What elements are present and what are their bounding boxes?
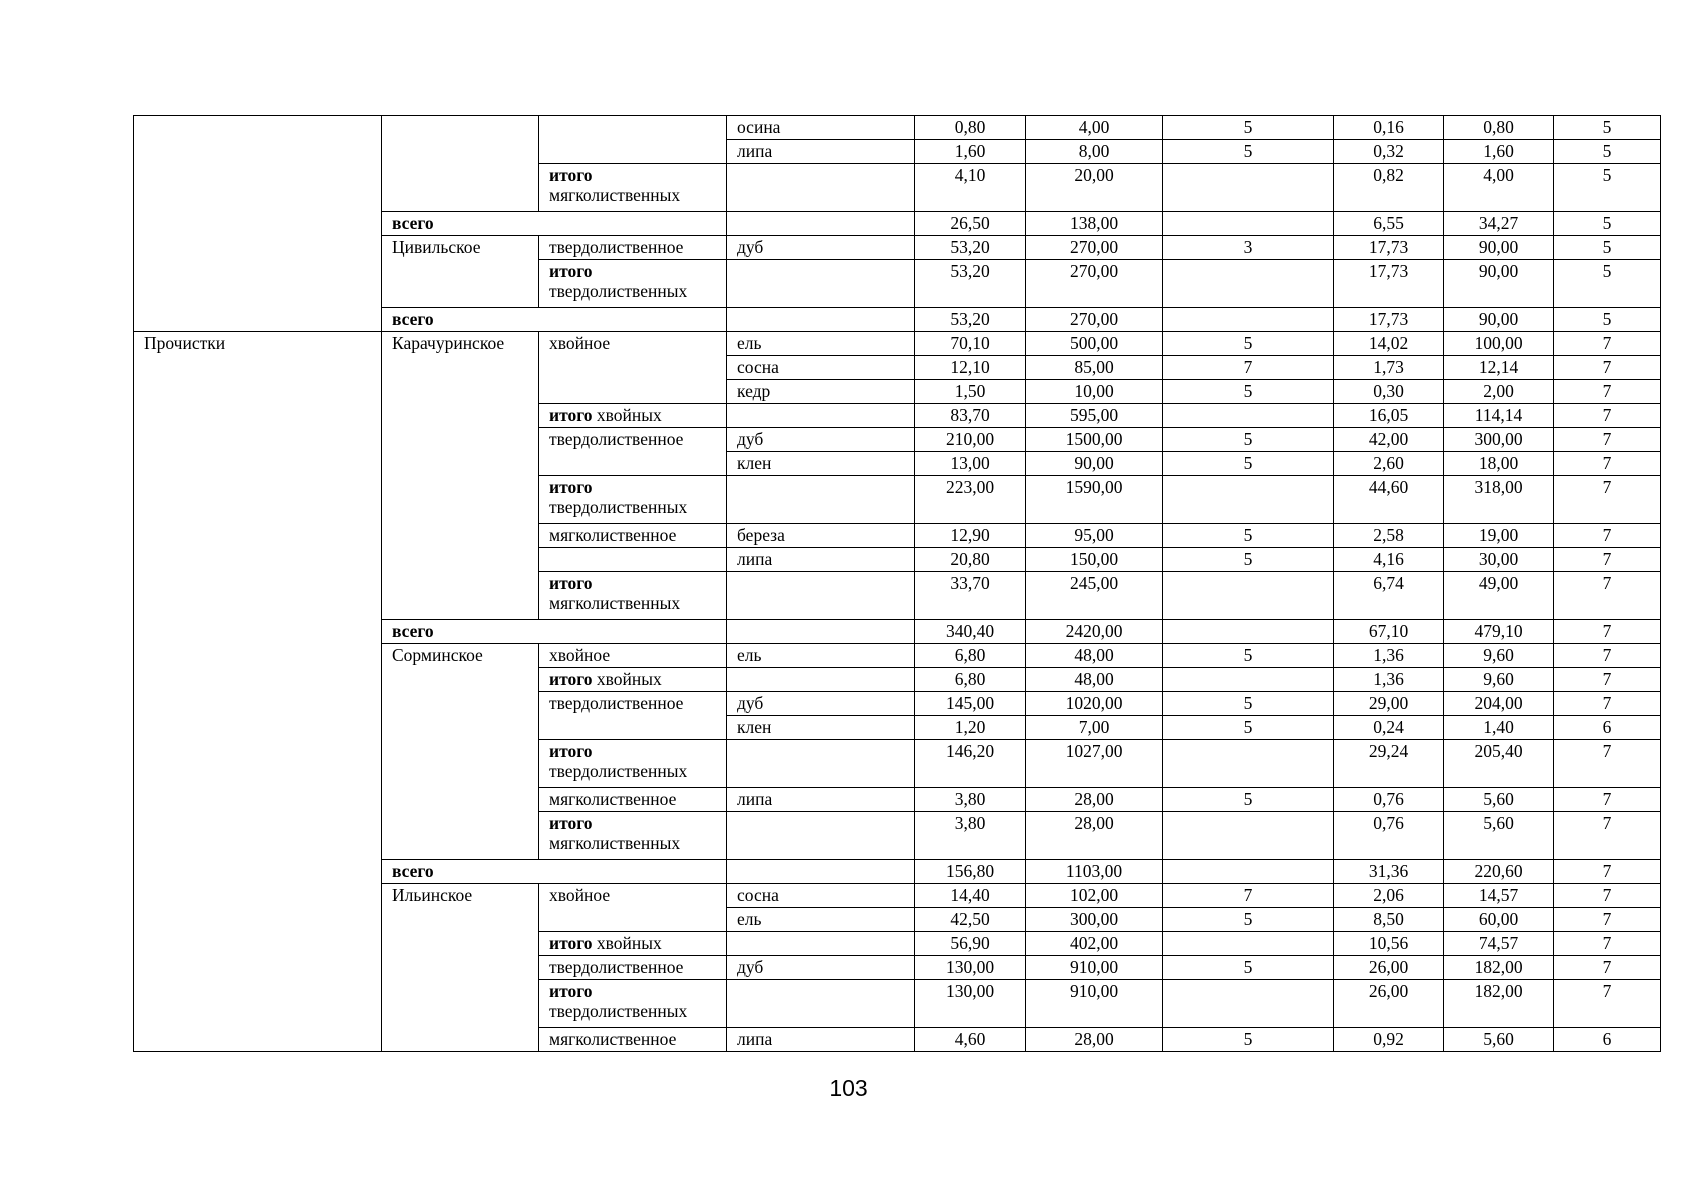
table-cell — [727, 668, 915, 692]
subtotal-keyword: итого — [549, 669, 593, 689]
table-cell: 53,20 — [915, 236, 1026, 260]
table-cell: 83,70 — [915, 404, 1026, 428]
table-cell: 12,10 — [915, 356, 1026, 380]
subtotal-keyword: итого — [549, 933, 593, 953]
table-cell: всего — [382, 620, 727, 644]
table-cell: 7 — [1554, 476, 1661, 524]
table-cell: 205,40 — [1444, 740, 1554, 788]
table-cell: осина — [727, 116, 915, 140]
table-cell: 44,60 — [1334, 476, 1444, 524]
table-cell: 6,80 — [915, 668, 1026, 692]
table-cell: 5 — [1554, 140, 1661, 164]
table-cell: 48,00 — [1026, 668, 1163, 692]
table-cell: 1,36 — [1334, 644, 1444, 668]
table-cell: Цивильское — [382, 236, 539, 308]
table-cell: дуб — [727, 956, 915, 980]
table-cell: 7 — [1554, 644, 1661, 668]
table-cell: 56,90 — [915, 932, 1026, 956]
table-cell: липа — [727, 788, 915, 812]
table-cell: 318,00 — [1444, 476, 1554, 524]
table-cell: ель — [727, 332, 915, 356]
table-cell: всего — [382, 308, 727, 332]
table-cell: 4,16 — [1334, 548, 1444, 572]
table-cell: 0,16 — [1334, 116, 1444, 140]
table-cell: 223,00 — [915, 476, 1026, 524]
table-cell — [539, 668, 727, 692]
forest-care-table — [133, 115, 1661, 1052]
table-cell: 270,00 — [1026, 260, 1163, 308]
table-cell: 479,10 — [1444, 620, 1554, 644]
table-cell: 7 — [1554, 380, 1661, 404]
table-cell: твердолиственное — [539, 956, 727, 980]
table-cell — [539, 740, 727, 788]
table-cell: 5 — [1163, 548, 1334, 572]
table-cell: 5 — [1163, 644, 1334, 668]
table-cell: 26,00 — [1334, 980, 1444, 1028]
table-cell: 28,00 — [1026, 1028, 1163, 1052]
table-cell: Ильинское — [382, 884, 539, 1052]
table-cell: 5 — [1163, 116, 1334, 140]
subtotal-keyword: итого — [549, 813, 593, 833]
table-cell: 3 — [1163, 236, 1334, 260]
table-cell: липа — [727, 1028, 915, 1052]
table-cell: 5,60 — [1444, 812, 1554, 860]
table-cell: всего — [382, 212, 727, 236]
subtotal-keyword: итого — [549, 477, 593, 497]
table-cell — [727, 572, 915, 620]
table-cell: мягколиственное — [539, 1028, 727, 1052]
table-cell: 7 — [1554, 524, 1661, 548]
table-cell — [1163, 932, 1334, 956]
table-cell — [727, 164, 915, 212]
table-cell: дуб — [727, 692, 915, 716]
table-cell: 5 — [1163, 788, 1334, 812]
table-cell: 10,00 — [1026, 380, 1163, 404]
table-cell: 7 — [1554, 452, 1661, 476]
table-cell: 8,50 — [1334, 908, 1444, 932]
table-cell: 500,00 — [1026, 332, 1163, 356]
table-cell: 1,36 — [1334, 668, 1444, 692]
table-cell: 5 — [1163, 1028, 1334, 1052]
table-cell: 90,00 — [1444, 308, 1554, 332]
table-cell: 910,00 — [1026, 956, 1163, 980]
subtotal-group: мягколиственных — [549, 185, 681, 205]
table-cell: 204,00 — [1444, 692, 1554, 716]
table-cell: 29,24 — [1334, 740, 1444, 788]
table-cell: всего — [382, 860, 727, 884]
subtotal-group: мягколиственных — [549, 593, 681, 613]
table-cell: 26,50 — [915, 212, 1026, 236]
table-cell: 3,80 — [915, 812, 1026, 860]
table-cell: 7 — [1163, 356, 1334, 380]
table-cell: 2420,00 — [1026, 620, 1163, 644]
subtotal-group: хвойных — [592, 405, 662, 425]
table-cell — [1163, 476, 1334, 524]
table-cell: 7 — [1554, 812, 1661, 860]
table-cell: 90,00 — [1444, 236, 1554, 260]
table-cell: 5 — [1163, 716, 1334, 740]
table-cell: 9,60 — [1444, 644, 1554, 668]
table-cell: 30,00 — [1444, 548, 1554, 572]
table-cell: 95,00 — [1026, 524, 1163, 548]
table-cell: 5,60 — [1444, 788, 1554, 812]
table-cell: 7,00 — [1026, 716, 1163, 740]
table-cell: 7 — [1554, 788, 1661, 812]
table-cell: 85,00 — [1026, 356, 1163, 380]
table-cell: 5 — [1554, 212, 1661, 236]
table-cell — [539, 548, 727, 572]
table-cell: 53,20 — [915, 308, 1026, 332]
table-cell: 595,00 — [1026, 404, 1163, 428]
table-cell — [1163, 620, 1334, 644]
table-cell: 5 — [1554, 164, 1661, 212]
table-cell: 31,36 — [1334, 860, 1444, 884]
table-cell: 5 — [1163, 140, 1334, 164]
table-cell — [727, 404, 915, 428]
table-cell: 7 — [1554, 692, 1661, 716]
table-cell: 28,00 — [1026, 788, 1163, 812]
table-cell: 210,00 — [915, 428, 1026, 452]
table-cell: 5 — [1163, 908, 1334, 932]
table-cell — [1163, 860, 1334, 884]
table-cell: 4,60 — [915, 1028, 1026, 1052]
table-cell: хвойное — [539, 884, 727, 932]
table-cell: 29,00 — [1334, 692, 1444, 716]
subtotal-keyword: итого — [549, 741, 593, 761]
table-cell: 90,00 — [1444, 260, 1554, 308]
table-cell — [539, 572, 727, 620]
table-cell: 5 — [1554, 116, 1661, 140]
table-cell: 67,10 — [1334, 620, 1444, 644]
table-cell: ель — [727, 644, 915, 668]
table-cell: 1,60 — [915, 140, 1026, 164]
table-cell: Карачуринское — [382, 332, 539, 620]
table-cell: 1,50 — [915, 380, 1026, 404]
table-cell — [382, 116, 539, 212]
subtotal-group: хвойных — [592, 933, 662, 953]
table-cell: 7 — [1554, 860, 1661, 884]
table-cell: 5 — [1163, 452, 1334, 476]
table-cell — [539, 164, 727, 212]
table-cell: мягколиственное — [539, 788, 727, 812]
table-cell: 220,60 — [1444, 860, 1554, 884]
table-cell: 5,60 — [1444, 1028, 1554, 1052]
table-cell — [539, 260, 727, 308]
table-cell: 28,00 — [1026, 812, 1163, 860]
table-cell: 3,80 — [915, 788, 1026, 812]
table-cell: 14,40 — [915, 884, 1026, 908]
table-cell: 5 — [1163, 428, 1334, 452]
table-cell: твердолиственное — [539, 236, 727, 260]
table-cell: 7 — [1554, 956, 1661, 980]
subtotal-group: хвойных — [592, 669, 662, 689]
table-cell: 1,60 — [1444, 140, 1554, 164]
table-cell: 48,00 — [1026, 644, 1163, 668]
table-cell: 20,00 — [1026, 164, 1163, 212]
table-cell: 5 — [1163, 524, 1334, 548]
table-cell — [1163, 812, 1334, 860]
table-cell — [727, 860, 915, 884]
table-cell: 7 — [1554, 908, 1661, 932]
subtotal-group: твердолиственных — [549, 497, 688, 517]
table-cell: 5 — [1554, 308, 1661, 332]
table-cell: хвойное — [539, 332, 727, 404]
table-cell — [539, 116, 727, 164]
table-cell: 74,57 — [1444, 932, 1554, 956]
table-cell: 14,57 — [1444, 884, 1554, 908]
table-cell: 13,00 — [915, 452, 1026, 476]
table-cell: дуб — [727, 428, 915, 452]
table-cell: Прочистки — [134, 332, 382, 1052]
table-cell: 42,50 — [915, 908, 1026, 932]
table-cell: 17,73 — [1334, 260, 1444, 308]
table-cell: твердолиственное — [539, 692, 727, 740]
table-cell: 1027,00 — [1026, 740, 1163, 788]
table-cell — [539, 476, 727, 524]
subtotal-keyword: итого — [549, 261, 593, 281]
subtotal-group: мягколиственных — [549, 833, 681, 853]
table-cell — [727, 740, 915, 788]
table-cell — [1163, 212, 1334, 236]
table-cell: 12,14 — [1444, 356, 1554, 380]
table-cell — [1163, 572, 1334, 620]
table-cell: 182,00 — [1444, 980, 1554, 1028]
table-cell: 7 — [1554, 356, 1661, 380]
table-cell: 6,74 — [1334, 572, 1444, 620]
table-cell: 5 — [1554, 260, 1661, 308]
table-cell: 1500,00 — [1026, 428, 1163, 452]
table-cell: 18,00 — [1444, 452, 1554, 476]
table-cell: 300,00 — [1444, 428, 1554, 452]
table-cell: 4,00 — [1026, 116, 1163, 140]
subtotal-keyword: итого — [549, 405, 593, 425]
table-cell: 102,00 — [1026, 884, 1163, 908]
table-cell: 6,80 — [915, 644, 1026, 668]
table-cell: 0,80 — [1444, 116, 1554, 140]
table-cell: 1,20 — [915, 716, 1026, 740]
subtotal-group: твердолиственных — [549, 1001, 688, 1021]
table-cell: 156,80 — [915, 860, 1026, 884]
table-cell: 0,76 — [1334, 812, 1444, 860]
table-cell: клен — [727, 716, 915, 740]
table-cell: 1,73 — [1334, 356, 1444, 380]
table-cell: 7 — [1554, 932, 1661, 956]
subtotal-keyword: итого — [549, 981, 593, 1001]
subtotal-group: твердолиственных — [549, 761, 688, 781]
table-cell: 17,73 — [1334, 308, 1444, 332]
table-cell: 2,06 — [1334, 884, 1444, 908]
table-cell: 910,00 — [1026, 980, 1163, 1028]
table-cell: 8,00 — [1026, 140, 1163, 164]
table-row — [134, 116, 1661, 140]
table-cell: 146,20 — [915, 740, 1026, 788]
table-cell: 7 — [1554, 740, 1661, 788]
table-cell: 7 — [1163, 884, 1334, 908]
table-cell: 20,80 — [915, 548, 1026, 572]
table-cell: 114,14 — [1444, 404, 1554, 428]
table-cell: 7 — [1554, 332, 1661, 356]
table-cell — [539, 404, 727, 428]
table-cell: 1590,00 — [1026, 476, 1163, 524]
table-cell: 0,82 — [1334, 164, 1444, 212]
table-cell: 100,00 — [1444, 332, 1554, 356]
table-cell: 34,27 — [1444, 212, 1554, 236]
table-cell — [727, 212, 915, 236]
table-cell: 26,00 — [1334, 956, 1444, 980]
table-row — [134, 332, 1661, 356]
table-cell: 6 — [1554, 1028, 1661, 1052]
table-cell: 1,40 — [1444, 716, 1554, 740]
table-cell — [134, 116, 382, 332]
table-cell — [727, 620, 915, 644]
table-cell: 7 — [1554, 428, 1661, 452]
table-cell: 16,05 — [1334, 404, 1444, 428]
table-cell: 7 — [1554, 548, 1661, 572]
table-cell: 300,00 — [1026, 908, 1163, 932]
table-cell: 130,00 — [915, 956, 1026, 980]
table-cell: 6,55 — [1334, 212, 1444, 236]
table-cell: Сорминское — [382, 644, 539, 860]
table-cell — [1163, 404, 1334, 428]
table-cell: 12,90 — [915, 524, 1026, 548]
table-cell — [727, 932, 915, 956]
table-cell: 402,00 — [1026, 932, 1163, 956]
table-cell: клен — [727, 452, 915, 476]
table-cell: 182,00 — [1444, 956, 1554, 980]
table-cell: 2,60 — [1334, 452, 1444, 476]
table-cell — [1163, 308, 1334, 332]
table-cell: 90,00 — [1026, 452, 1163, 476]
table-cell: 7 — [1554, 980, 1661, 1028]
subtotal-group: твердолиственных — [549, 281, 688, 301]
table-cell: 49,00 — [1444, 572, 1554, 620]
table-cell — [727, 308, 915, 332]
table-cell: мягколиственное — [539, 524, 727, 548]
table-cell: 7 — [1554, 668, 1661, 692]
subtotal-keyword: итого — [549, 165, 593, 185]
table-cell: 10,56 — [1334, 932, 1444, 956]
table-cell: 0,76 — [1334, 788, 1444, 812]
table-cell: 145,00 — [915, 692, 1026, 716]
table-cell — [539, 812, 727, 860]
table-cell: 0,32 — [1334, 140, 1444, 164]
table-cell: береза — [727, 524, 915, 548]
table-cell — [727, 260, 915, 308]
table-cell: 7 — [1554, 572, 1661, 620]
table-cell: 5 — [1163, 380, 1334, 404]
table-cell — [1163, 260, 1334, 308]
table-cell: 0,80 — [915, 116, 1026, 140]
table-cell: 270,00 — [1026, 308, 1163, 332]
table-cell: 17,73 — [1334, 236, 1444, 260]
table-cell: 5 — [1163, 332, 1334, 356]
table-cell: 60,00 — [1444, 908, 1554, 932]
table-cell: 7 — [1554, 884, 1661, 908]
table-cell — [1163, 980, 1334, 1028]
table-cell: липа — [727, 548, 915, 572]
table-cell — [727, 476, 915, 524]
table-cell: 150,00 — [1026, 548, 1163, 572]
table-cell: 130,00 — [915, 980, 1026, 1028]
table-cell: 4,10 — [915, 164, 1026, 212]
table-cell: 4,00 — [1444, 164, 1554, 212]
table-cell: 70,10 — [915, 332, 1026, 356]
table-cell: 2,58 — [1334, 524, 1444, 548]
table-cell — [1163, 164, 1334, 212]
table-cell: 1103,00 — [1026, 860, 1163, 884]
subtotal-keyword: итого — [549, 573, 593, 593]
table-cell: 5 — [1163, 692, 1334, 716]
table-cell: кедр — [727, 380, 915, 404]
table-cell: дуб — [727, 236, 915, 260]
page-number: 103 — [829, 1075, 868, 1101]
table-cell: 6 — [1554, 716, 1661, 740]
table-cell: 5 — [1163, 956, 1334, 980]
table-cell: 7 — [1554, 404, 1661, 428]
table-cell: 19,00 — [1444, 524, 1554, 548]
table-cell: хвойное — [539, 644, 727, 668]
table-cell — [539, 980, 727, 1028]
table-cell: 1020,00 — [1026, 692, 1163, 716]
table-cell: 5 — [1554, 236, 1661, 260]
table-cell: 9,60 — [1444, 668, 1554, 692]
table-cell — [1163, 740, 1334, 788]
table-cell: 42,00 — [1334, 428, 1444, 452]
table-cell: 14,02 — [1334, 332, 1444, 356]
table-cell — [1163, 668, 1334, 692]
table-cell: 2,00 — [1444, 380, 1554, 404]
table-cell: 0,92 — [1334, 1028, 1444, 1052]
table-cell: 7 — [1554, 620, 1661, 644]
table-cell: 0,24 — [1334, 716, 1444, 740]
table-cell: 340,40 — [915, 620, 1026, 644]
table-cell: твердолиственное — [539, 428, 727, 476]
table-cell: ель — [727, 908, 915, 932]
table-cell: липа — [727, 140, 915, 164]
table-cell: 245,00 — [1026, 572, 1163, 620]
table-cell: 0,30 — [1334, 380, 1444, 404]
table-cell — [727, 812, 915, 860]
table-cell: 33,70 — [915, 572, 1026, 620]
table-cell: сосна — [727, 884, 915, 908]
table-cell: сосна — [727, 356, 915, 380]
table-cell: 138,00 — [1026, 212, 1163, 236]
table-cell — [539, 932, 727, 956]
table-cell — [727, 980, 915, 1028]
table-cell: 53,20 — [915, 260, 1026, 308]
table-cell: 270,00 — [1026, 236, 1163, 260]
